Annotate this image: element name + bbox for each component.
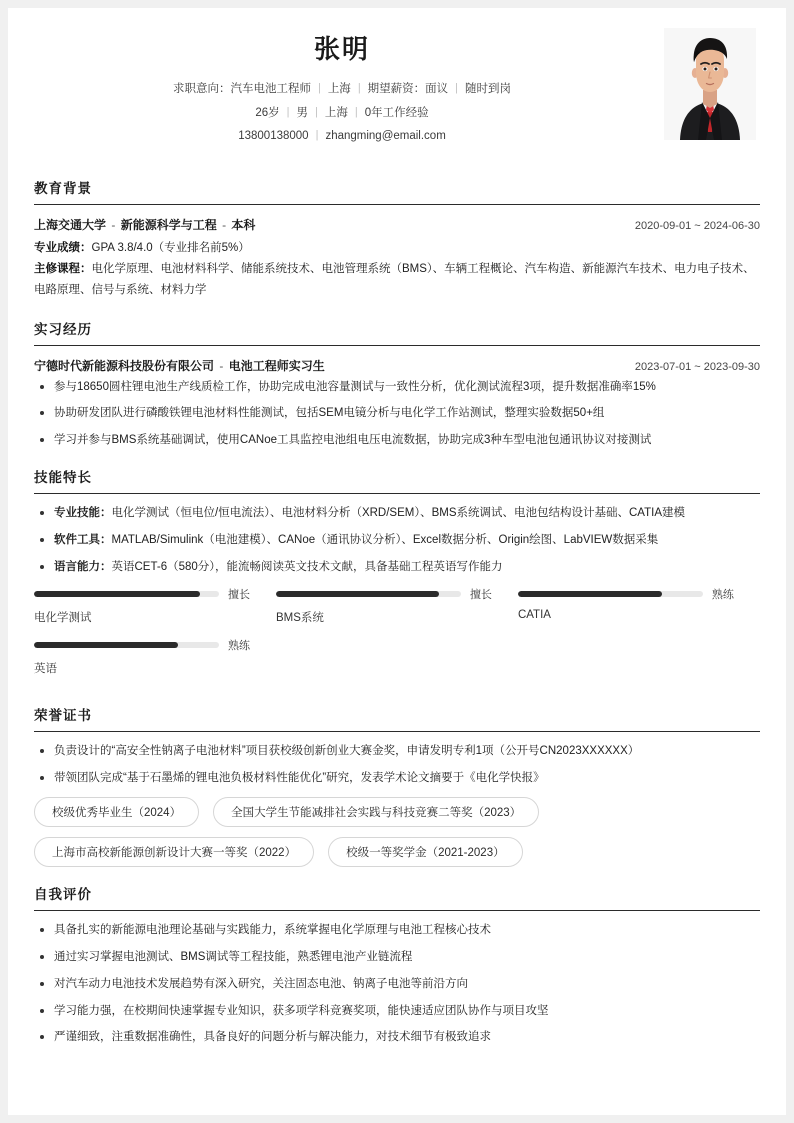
gpa-value: GPA 3.8/4.0（专业排名前5%） (91, 241, 250, 254)
resume-header (34, 22, 760, 161)
separator-icon: | (455, 82, 459, 95)
skill-bar-track (34, 591, 219, 597)
degree-name: 本科 (231, 217, 256, 232)
list-item: 带领团队完成“基于石墨烯的锂电池负极材料性能优化”研究，发表学术论文摘要于《电化学快报》 (34, 770, 760, 788)
internship-title (34, 357, 325, 374)
skill-value: 英语CET-6（580分），能流畅阅读英文技术文献，具备基础工程英语写作能力 (111, 560, 503, 573)
list-item: 具备扎实的新能源电池理论基础与实践能力，系统掌握电化学原理与电池工程核心技术 (34, 922, 760, 940)
section-title-self-evaluation: 自我评价 (34, 887, 92, 903)
section-education (34, 177, 760, 302)
major-name: 新能源科学与工程 (120, 217, 217, 232)
separator-icon: | (354, 105, 358, 118)
status-badge: 上海市高校新能源创新设计大赛一等奖（2022） (34, 837, 314, 867)
list-item (34, 505, 760, 523)
education-date-range: 2020-09-01 ~ 2024-06-30 (634, 219, 760, 232)
title-dash: - (222, 217, 227, 232)
skill-bar-name: BMS系统 (275, 612, 324, 625)
skill-bar-name: 电化学测试 (34, 612, 92, 625)
internship-entry-head (34, 357, 760, 374)
education-entry-head (34, 216, 760, 233)
skill-bar-level: 擅长 (469, 589, 492, 602)
section-divider (34, 493, 760, 494)
skill-value: 电化学测试（恒电位/恒电流法）、电池材料分析（XRD/SEM）、BMS系统调试、电池包结构设计基础、CATIA建模 (111, 507, 686, 520)
section-skills (34, 466, 760, 688)
job-intent: 求职意向：汽车电池工程师 (172, 83, 311, 96)
section-divider (34, 910, 760, 911)
skill-bar-fill (518, 591, 662, 597)
skill-bar-row (34, 586, 250, 602)
skill-bar-row (34, 637, 250, 653)
gender: 男 (296, 106, 309, 119)
self-evaluation-bullet-list (34, 922, 760, 1047)
skill-bar-level: 熟练 (227, 640, 250, 653)
section-title-honors: 荣誉证书 (34, 708, 92, 724)
contact-line-2 (34, 102, 650, 126)
status-badge: 校级优秀毕业生（2024） (34, 797, 199, 827)
skill-bar-fill (34, 642, 178, 648)
skill-value: MATLAB/Simulink（电池建模）、CANoe（通讯协议分析）、Excel数据分析、Origin绘图、LabVIEW数据采集 (111, 533, 659, 546)
list-item: 学习并参与BMS系统基础调试，使用CANoe工具监控电池组电压电流数据，协助完成3种车型电池包通讯协议对接测试 (34, 432, 760, 450)
skill-bar-item (34, 637, 276, 676)
honor-tag-list (34, 797, 760, 867)
section-internship (34, 318, 760, 450)
school-name: 上海交通大学 (34, 217, 107, 232)
list-item: 通过实习掌握电池测试、BMS调试等工程技能，熟悉锂电池产业链流程 (34, 949, 760, 967)
list-item: 对汽车动力电池技术发展趋势有深入研究，关注固态电池、钠离子电池等前沿方向 (34, 976, 760, 994)
skill-bar-name: CATIA (517, 609, 551, 622)
section-divider (34, 345, 760, 346)
work-years: 0年工作经验 (364, 106, 429, 119)
skill-bar-item (518, 586, 760, 625)
skill-bar-item (34, 586, 276, 625)
section-divider (34, 731, 760, 732)
separator-icon: | (357, 82, 361, 95)
status-badge: 全国大学生节能减排社会实践与科技竞赛二等奖（2023） (213, 797, 539, 827)
skill-bar-track (518, 591, 703, 597)
skill-bar-fill (276, 591, 439, 597)
list-item (34, 532, 760, 550)
list-item: 严谨细致，注重数据准确性，具备良好的问题分析与解决能力，对技术细节有极致追求 (34, 1029, 760, 1047)
section-title-skills: 技能特长 (34, 470, 92, 486)
separator-icon: | (315, 105, 318, 118)
internship-bullet-list (34, 379, 760, 450)
status-badge: 校级一等奖学金（2021-2023） (328, 837, 523, 867)
skill-bar-item (276, 586, 518, 625)
separator-icon: | (286, 105, 290, 118)
title-dash: - (111, 217, 116, 232)
skill-bar-row (276, 586, 492, 602)
contact-line-1 (34, 78, 650, 102)
availability: 随时到岗 (465, 83, 512, 96)
expected-salary: 期望薪资：面议 (367, 83, 449, 96)
honors-bullet-list (34, 743, 760, 788)
separator-icon: | (317, 82, 321, 95)
internship-date-range: 2023-07-01 ~ 2023-09-30 (634, 360, 760, 373)
title-dash: - (219, 358, 224, 373)
internship-entry (34, 357, 760, 450)
avatar (664, 28, 756, 140)
section-honors (34, 704, 760, 867)
job-city: 上海 (327, 83, 351, 96)
education-title (34, 216, 255, 233)
list-item: 负责设计的“高安全性钠离子电池材料”项目获校级创新创业大赛金奖，申请发明专利1项（公开号CN2023XXXXXX） (34, 743, 760, 761)
skills-bullet-list (34, 505, 760, 576)
list-item: 协助研发团队进行磷酸铁锂电池材料性能测试，包括SEM电镜分析与电化学工作站测试，整理实验数据50+组 (34, 405, 760, 423)
phone-number[interactable]: 13800138000 (238, 130, 309, 143)
skill-label: 专业技能： (54, 507, 112, 520)
separator-icon: | (315, 129, 319, 142)
skill-bar-fill (34, 591, 200, 597)
skill-bar-track (34, 642, 219, 648)
company-name: 宁德时代新能源科技股份有限公司 (34, 358, 215, 373)
section-self-evaluation (34, 883, 760, 1047)
education-gpa-row (34, 238, 760, 259)
education-courses-row (34, 259, 760, 302)
skill-bar-row (518, 586, 734, 602)
list-item: 学习能力强，在校期间快速掌握专业知识，获多项学科竞赛奖项，能快速适应团队协作与项目攻坚 (34, 1003, 760, 1021)
skill-label: 软件工具： (54, 533, 112, 546)
courses-label: 主修课程： (34, 263, 92, 276)
section-title-internship: 实习经历 (34, 321, 92, 337)
list-item: 参与18650圆柱锂电池生产线质检工作，协助完成电池容量测试与一致性分析，优化测试流程3项，提升数据准确率15% (34, 379, 760, 397)
skill-bar-level: 熟练 (711, 589, 734, 602)
avatar-illustration (664, 28, 756, 140)
skill-bar-name: 英语 (34, 663, 57, 676)
skill-bar-track (276, 591, 461, 597)
header-center-block (34, 32, 760, 149)
section-title-education: 教育背景 (34, 180, 92, 196)
list-item (34, 559, 760, 577)
skill-bar-level: 擅长 (227, 589, 250, 602)
contact-line-3 (34, 125, 650, 149)
gpa-label: 专业成绩： (34, 241, 92, 254)
age: 26岁 (255, 106, 280, 119)
residence-city: 上海 (324, 106, 348, 119)
skill-bar-grid (34, 586, 760, 688)
page-title: 张明 (313, 34, 370, 64)
role-name: 电池工程师实习生 (228, 358, 325, 373)
skill-label: 语言能力： (54, 560, 112, 573)
courses-value: 电化学原理、电池材料科学、储能系统技术、电池管理系统（BMS）、车辆工程概论、汽车构造、新能源汽车技术、电力电子技术、电路原理、信号与系统、材料力学 (34, 263, 755, 297)
education-entry (34, 216, 760, 302)
email-address[interactable]: zhangming@email.com (325, 130, 446, 143)
section-divider (34, 204, 760, 205)
